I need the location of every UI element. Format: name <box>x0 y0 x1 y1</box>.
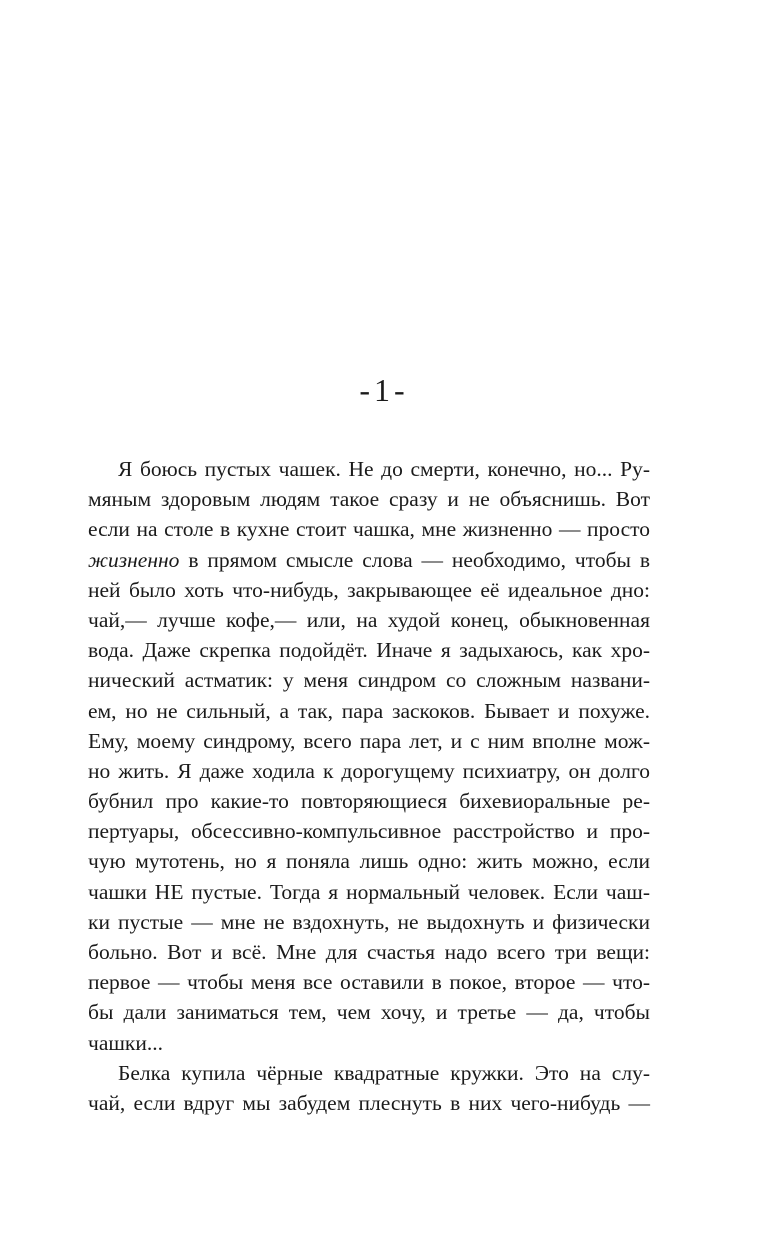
text-line: бы дали заниматься тем, чем хочу, и третье — да, чтобы <box>88 1000 650 1025</box>
chapter-number: -1- <box>359 372 409 408</box>
body-text <box>88 454 650 1118</box>
italic-emphasis: жизненно <box>88 547 180 572</box>
text-line: чашки НЕ пустые. Тогда я нормальный человек. Если чаш- <box>88 879 650 904</box>
text-line: если на столе в кухне стоит чашка, мне жизненно — просто <box>88 517 650 542</box>
text-line: чую мутотень, но я поняла лишь одно: жить можно, если <box>88 849 650 874</box>
text-line: чай,— лучше кофе,— или, на худой конец, обыкновенная <box>88 607 650 632</box>
text-line: Я боюсь пустых чашек. Не до смерти, конечно, но... Ру- <box>118 457 650 481</box>
text-line: больно. Вот и всё. Мне для счастья надо всего три вещи: <box>88 940 650 964</box>
text-line: нический астматик: у меня синдром со сложным названи- <box>88 668 650 693</box>
text-line: чашки... <box>88 1030 163 1055</box>
text-line: первое — чтобы меня все оставили в покое, второе — что- <box>88 970 650 995</box>
text-line <box>88 545 650 575</box>
text-line: ем, но не сильный, а так, пара заскоков. Бывает и похуже. <box>88 698 650 723</box>
text-line: бубнил про какие-то повторяющиеся бихевиоральные ре- <box>88 789 650 814</box>
text-line: мяным здоровым людям такое сразу и не объяснишь. Вот <box>88 487 650 512</box>
text-line: ки пустые — мне не вздохнуть, не выдохнуть и физически <box>88 909 650 934</box>
text-line: пертуары, обсессивно-компульсивное расстройство и про- <box>88 819 650 844</box>
text-line: но жить. Я даже ходила к дорогущему психиатру, он долго <box>88 758 650 783</box>
text-segment: в прямом смысле слова — необходимо, чтобы в <box>179 547 650 572</box>
text-line: вода. Даже скрепка подойдёт. Иначе я задыхаюсь, как хро- <box>88 638 650 663</box>
text-line: чай, если вдруг мы забудем плеснуть в них чего-нибудь — <box>88 1090 650 1115</box>
text-line: Ему, моему синдрому, всего пара лет, и с ним вполне мож- <box>88 728 650 753</box>
text-line: ней было хоть что-нибудь, закрывающее её идеальное дно: <box>88 577 650 602</box>
text-line: Белка купила чёрные квадратные кружки. Это на слу- <box>118 1060 650 1085</box>
